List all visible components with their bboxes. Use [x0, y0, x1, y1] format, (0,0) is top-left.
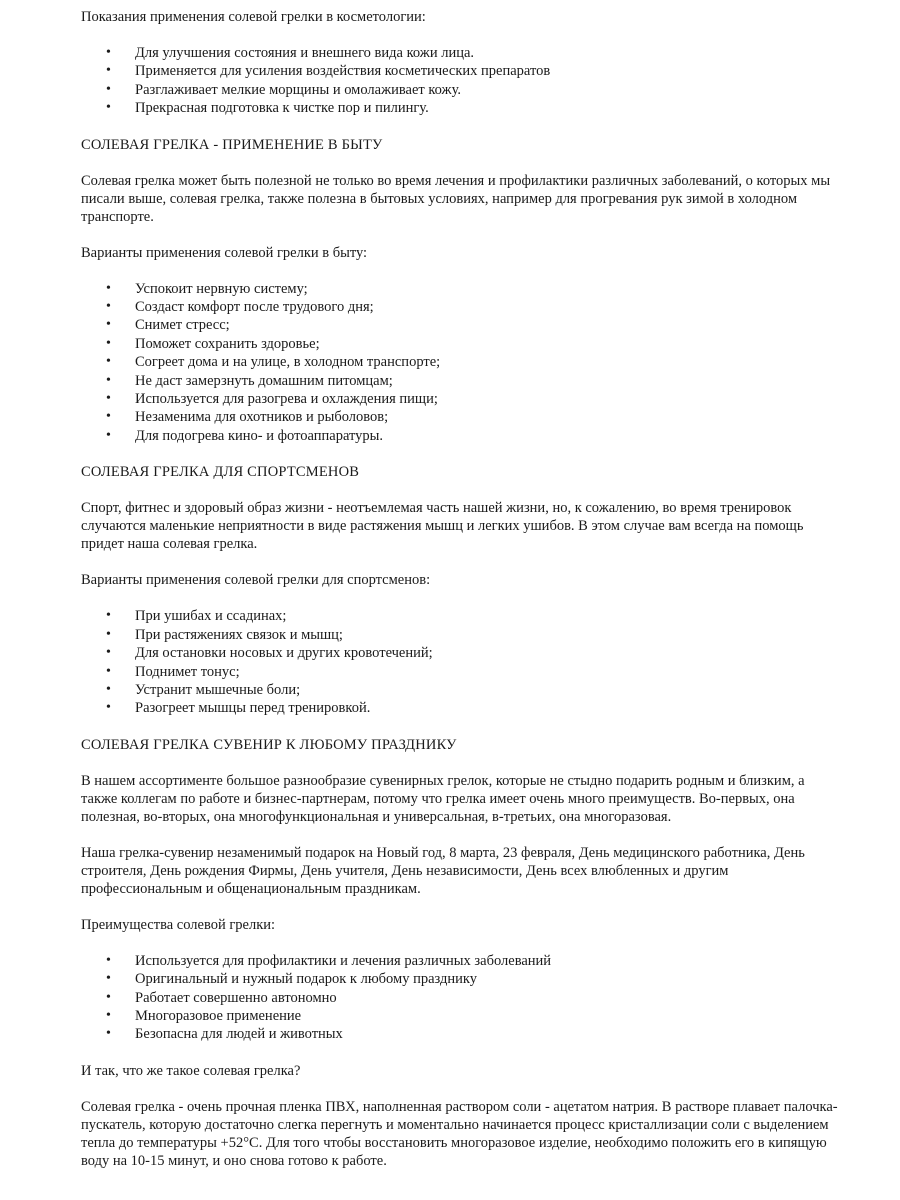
bullet-icon: •: [106, 317, 111, 333]
list-item: • Разглаживает мелкие морщины и омолаживает кожу.: [106, 81, 461, 98]
bullet-icon: •: [106, 663, 111, 679]
list-item: • Для улучшения состояния и внешнего вида кожи лица.: [106, 45, 475, 61]
souvenir-paragraph-2: Наша грелка-сувенир незаменимый подарок на Новый год, 8 марта, 23 февраля, День медицинского работника, День строителя, День рождения Фирмы, День учителя, День независимости, День всех влюбленных и другим профессиональным и общенациональным праздникам.: [81, 844, 805, 897]
list-item: • Согреет дома и на улице, в холодном транспорте;: [106, 354, 441, 371]
bullet-icon: •: [106, 100, 111, 116]
bullet-icon: •: [106, 608, 111, 624]
bullet-icon: •: [106, 427, 111, 443]
sport-intro: Варианты применения солевой грелки для спортсменов:: [81, 572, 431, 589]
home-intro: Варианты применения солевой грелки в быту:: [81, 244, 368, 261]
bullet-icon: •: [106, 372, 111, 388]
cosmetology-intro: Показания применения солевой грелки в косметологии:: [81, 9, 426, 25]
bullet-icon: •: [106, 409, 111, 425]
bullet-icon: •: [106, 971, 111, 987]
list-item: • Поможет сохранить здоровье;: [106, 335, 320, 352]
bullet-icon: •: [106, 335, 111, 351]
list-item: • Применяется для усиления воздействия косметических препаратов: [106, 63, 551, 80]
list-item: • Разогреет мышцы перед тренировкой.: [106, 700, 371, 717]
list-item: • Успокоит нервную систему;: [106, 280, 308, 297]
list-item: • Используется для разогрева и охлаждения пищи;: [106, 391, 438, 408]
home-list: [81, 280, 841, 446]
list-item: • Работает совершенно автономно: [106, 989, 337, 1006]
sport-list: [81, 607, 841, 717]
what-question: И так, что же такое солевая грелка?: [81, 1062, 301, 1079]
bullet-icon: •: [106, 681, 111, 697]
bullet-icon: •: [106, 952, 111, 968]
souvenir-intro: Преимущества солевой грелки:: [81, 916, 276, 933]
bullet-icon: •: [106, 700, 111, 716]
what-paragraph: Солевая грелка - очень прочная пленка ПВХ, наполненная раствором соли - ацетатом натрия. В растворе плавает палочка-пускатель, которую достаточно слегка перегнуть и моментально начинается процесс кристаллизации соли с выделением тепла до температуры +52°С. Для того чтобы восстановить многоразовое изделие, необходимо положить его в кипящую воду на 10-15 минут, и оно снова готово к работе.: [81, 1098, 838, 1169]
list-item: • Оригинальный и нужный подарок к любому празднику: [106, 971, 477, 988]
list-item: • При растяжениях связок и мышц;: [106, 626, 343, 643]
bullet-icon: •: [106, 354, 111, 370]
list-item: • Для остановки носовых и других кровотечений;: [106, 645, 433, 662]
bullet-icon: •: [106, 391, 111, 407]
bullet-icon: •: [106, 299, 111, 315]
sport-paragraph: Спорт, фитнес и здоровый образ жизни - неотъемлемая часть нашей жизни, но, к сожалению, во время тренировок случаются маленькие неприятности в виде растяжения мышц и легких ушибов. В этом случае вам всегда на помощь придет наша солевая грелка.: [81, 500, 804, 553]
list-item: • Создаст комфорт после трудового дня;: [106, 299, 374, 316]
list-item: • Снимет стресс;: [106, 317, 230, 334]
list-item: • Не даст замерзнуть домашним питомцам;: [106, 372, 393, 389]
bullet-icon: •: [106, 63, 111, 79]
bullet-icon: •: [106, 1007, 111, 1023]
bullet-icon: •: [106, 280, 111, 296]
home-paragraph: Солевая грелка может быть полезной не только во время лечения и профилактики различных заболеваний, о которых мы писали выше, солевая грелка, также полезна в бытовых условиях, например для прогревания рук зимой в холодном транспорте.: [81, 172, 831, 225]
bullet-icon: •: [106, 626, 111, 642]
bullet-icon: •: [106, 645, 111, 661]
bullet-icon: •: [106, 81, 111, 97]
section-heading-home: СОЛЕВАЯ ГРЕЛКА - ПРИМЕНЕНИЕ В БЫТУ: [81, 136, 383, 153]
list-item: • При ушибах и ссадинах;: [106, 608, 287, 625]
advantages-list: [81, 952, 841, 1044]
list-item: • Незаменима для охотников и рыболовов;: [106, 409, 389, 426]
document-page: [81, 8, 841, 1188]
list-item: • Поднимет тонус;: [106, 663, 240, 680]
list-item: • Прекрасная подготовка к чистке пор и пилингу.: [106, 100, 429, 117]
list-item: • Для подогрева кино- и фотоаппаратуры.: [106, 427, 384, 444]
list-item: • Безопасна для людей и животных: [106, 1026, 343, 1043]
bullet-icon: •: [106, 1026, 111, 1042]
section-heading-sport: СОЛЕВАЯ ГРЕЛКА ДЛЯ СПОРТСМЕНОВ: [81, 464, 360, 481]
souvenir-paragraph-1: В нашем ассортименте большое разнообразие сувенирных грелок, которые не стыдно подарить родным и близким, а также коллегам по работе и бизнес-партнерам, потому что грелка имеет очень много преимуществ. Во-первых, она полезная, во-вторых, она многофункциональная и универсальная, в-третьих, она многоразовая.: [81, 772, 805, 825]
section-heading-souvenir: СОЛЕВАЯ ГРЕЛКА СУВЕНИР К ЛЮБОМУ ПРАЗДНИКУ: [81, 736, 457, 753]
list-item: • Устранит мышечные боли;: [106, 681, 301, 698]
cosmetology-list: [81, 44, 841, 118]
bullet-icon: •: [106, 989, 111, 1005]
bullet-icon: •: [106, 45, 111, 60]
list-item: • Многоразовое применение: [106, 1007, 302, 1024]
list-item: • Используется для профилактики и лечения различных заболеваний: [106, 952, 552, 969]
